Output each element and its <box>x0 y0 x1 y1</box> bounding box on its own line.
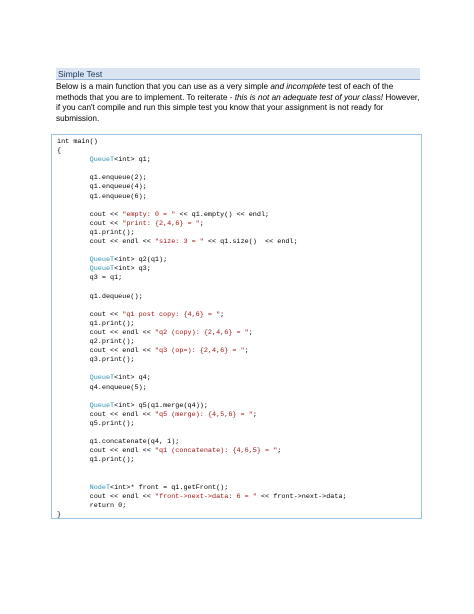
code-line <box>57 202 347 211</box>
code-token: cout << endl << <box>57 347 155 356</box>
code-token: ; <box>220 310 225 319</box>
code-token: ; <box>248 328 253 337</box>
code-line <box>57 156 347 165</box>
code-line <box>57 465 347 474</box>
code-line <box>57 393 347 402</box>
code-string-token: "size: 3 = " <box>154 238 204 247</box>
code-string-token: "q5 (merge): {4,5,6} = " <box>154 410 253 419</box>
code-line <box>57 183 347 192</box>
code-token: cout << <box>57 310 123 319</box>
code-line <box>57 165 347 174</box>
code-token: q1.enqueue(2); <box>57 174 147 183</box>
code-token: int main() <box>57 138 98 146</box>
code-line <box>57 311 347 320</box>
code-line <box>57 338 347 347</box>
code-token: q4.enqueue(5); <box>57 383 147 392</box>
code-line <box>57 238 347 247</box>
code-token: q3 = q1; <box>57 274 123 283</box>
code-token: q5.print(); <box>57 419 135 428</box>
code-token <box>57 402 90 410</box>
code-string-token: "empty: 0 = " <box>122 210 176 219</box>
code-line <box>57 174 347 183</box>
code-listing <box>57 138 347 520</box>
code-line <box>57 411 347 420</box>
code-line <box>57 384 347 393</box>
code-token: << q1.empty() << endl; <box>175 210 270 219</box>
code-string-token: "q1 post copy: {4,6} = " <box>122 310 221 319</box>
code-line <box>57 302 347 311</box>
code-token: ; <box>252 410 257 419</box>
code-line <box>57 320 347 329</box>
intro-text-1: Below is a main function that you can use as a very simple <box>56 82 271 91</box>
code-line <box>57 193 347 202</box>
code-token <box>57 374 90 382</box>
code-string-token: "q1 (concatenate): {4,6,5} = " <box>154 447 278 456</box>
code-line <box>57 284 347 293</box>
code-line <box>57 220 347 229</box>
code-line <box>57 502 347 511</box>
code-line <box>57 365 347 374</box>
code-token: q1.print(); <box>57 319 135 328</box>
intro-text-2: test of each of the methods that you are to implement. To reiterate - <box>56 82 394 102</box>
code-token: q1.dequeue(); <box>57 292 143 301</box>
code-token: q1.enqueue(6); <box>57 192 147 201</box>
code-token: cout << <box>57 219 123 228</box>
intro-emphasis-2: this is not an adequate test of your class! <box>234 92 384 102</box>
code-line <box>57 247 347 256</box>
code-token: cout << endl << <box>57 492 155 501</box>
code-token: { <box>57 147 62 156</box>
code-token <box>57 265 90 273</box>
code-type-token: QueueT <box>89 265 115 274</box>
code-line <box>57 138 347 147</box>
code-token: <int> q3; <box>114 265 151 274</box>
code-line <box>57 147 347 156</box>
intro-emphasis-1: and incomplete <box>270 82 326 91</box>
code-line <box>57 229 347 238</box>
code-string-token: "q2 (copy): {2,4,6} = " <box>154 328 249 337</box>
code-token: cout << endl << <box>57 328 155 337</box>
code-token: q2.print(); <box>57 338 135 347</box>
code-type-token: QueueT <box>89 401 115 410</box>
code-token: << q1.size() << endl; <box>203 238 298 247</box>
code-type-token: QueueT <box>89 374 115 383</box>
code-token: cout << endl << <box>57 447 155 456</box>
code-token: <int> q1; <box>114 156 151 165</box>
code-line <box>57 484 347 493</box>
code-type-token: NodeT <box>89 483 111 492</box>
code-token: ; <box>244 347 249 356</box>
code-token: q1.print(); <box>57 456 135 465</box>
code-string-token: "print: {2,4,6} = " <box>122 219 200 228</box>
code-token: q1.concatenate(q4, 1); <box>57 438 180 447</box>
code-line <box>57 256 347 265</box>
code-line <box>57 265 347 274</box>
code-line <box>57 293 347 302</box>
code-string-token: "front->next->data: 6 = " <box>154 492 257 501</box>
code-token: <int> q2(q1); <box>114 256 168 265</box>
code-line <box>57 511 347 520</box>
code-line <box>57 274 347 283</box>
code-line <box>57 474 347 483</box>
code-type-token: QueueT <box>89 156 115 165</box>
code-token: } <box>57 510 62 519</box>
code-token: cout << endl << <box>57 410 155 419</box>
code-token: cout << <box>57 210 123 219</box>
code-token <box>57 484 90 492</box>
code-line <box>57 456 347 465</box>
code-token: <int> q5(q1.merge(q4)); <box>114 401 208 410</box>
code-token <box>57 156 90 164</box>
code-token: ; <box>277 447 282 456</box>
code-line <box>57 429 347 438</box>
code-line <box>57 347 347 356</box>
code-token: << front->next->data; <box>256 492 347 501</box>
code-token: ; <box>199 219 204 228</box>
code-line <box>57 356 347 365</box>
code-line <box>57 447 347 456</box>
code-line <box>57 402 347 411</box>
code-token: <int> q4; <box>114 374 151 383</box>
code-type-token: QueueT <box>89 256 115 265</box>
code-token: q1.enqueue(4); <box>57 183 147 192</box>
code-string-token: "q3 (op=): {2,4,6} = " <box>154 347 245 356</box>
code-token <box>57 256 90 264</box>
intro-text-3: However, if you can't compile and run this simple test you know that your assignment is not ready for submission. <box>56 92 420 123</box>
code-line <box>57 211 347 220</box>
code-token: return 0; <box>57 501 127 510</box>
code-token: q3.print(); <box>57 356 135 365</box>
code-token: <int>* front = q1.getFront(); <box>110 483 229 492</box>
code-line <box>57 438 347 447</box>
section-heading: Simple Test <box>56 68 420 80</box>
code-line <box>57 420 347 429</box>
code-line <box>57 329 347 338</box>
code-token: q1.print(); <box>57 228 135 237</box>
intro-paragraph <box>56 82 422 124</box>
code-line <box>57 374 347 383</box>
code-line <box>57 493 347 502</box>
code-token: cout << endl << <box>57 238 155 247</box>
